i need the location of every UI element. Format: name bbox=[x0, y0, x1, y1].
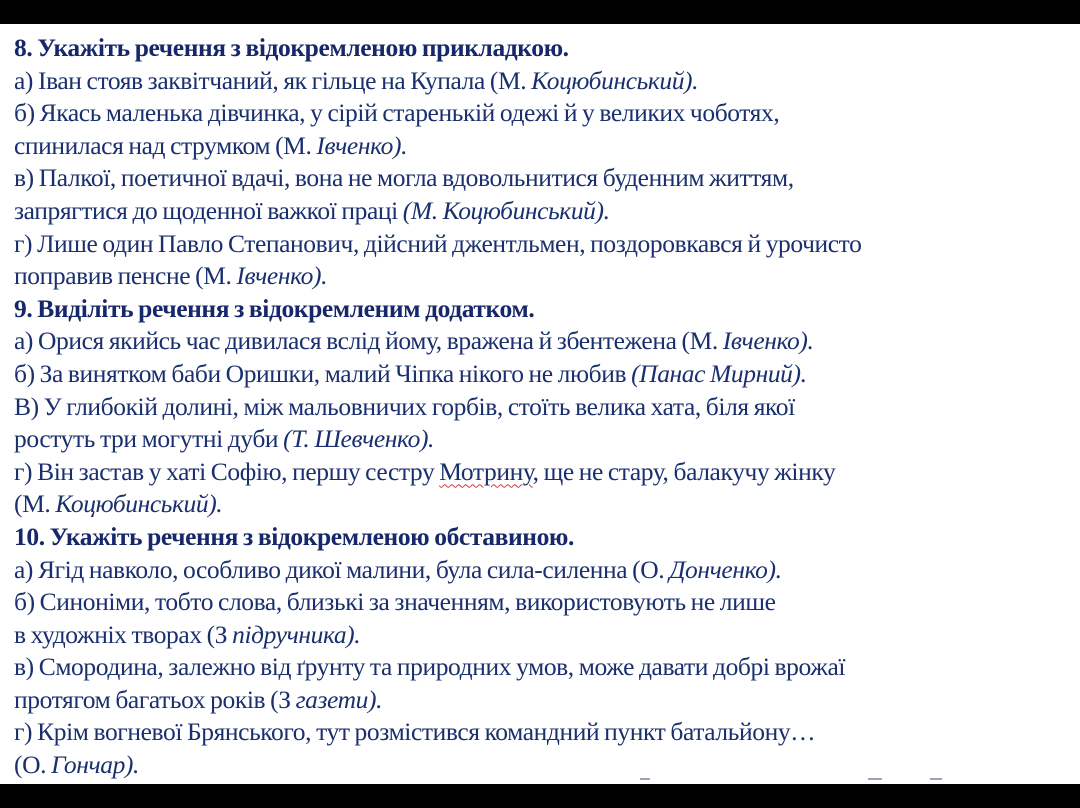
spellcheck-word[interactable]: Мотрину bbox=[439, 456, 533, 486]
question-10-option-d-line1: г) Крім вогневої Брянського, тут розмістився командний пункт батальйону… bbox=[14, 717, 816, 747]
author: Гончар). bbox=[51, 750, 139, 780]
option-text: запрягтися до щоденної важкої праці bbox=[14, 195, 403, 225]
question-10-option-b-line1: б) Синоніми, тобто слова, близькі за значенням, використовують не лише bbox=[14, 587, 776, 617]
author: Івченко). bbox=[316, 130, 408, 160]
option-text: г) Він застав у хаті Софію, першу сестру bbox=[14, 456, 440, 486]
question-8-option-c-line2 bbox=[14, 195, 1070, 228]
document-text bbox=[14, 32, 1070, 782]
option-text: (М. bbox=[14, 489, 56, 519]
question-9-option-b bbox=[14, 358, 1070, 391]
option-text: , ще не стару, балакучу жінку bbox=[532, 456, 836, 486]
question-8-option-d-line2 bbox=[14, 260, 1070, 293]
question-9-option-c-line1: В) У глибокій долині, між мальовничих горбів, стоїть велика хата, біля якої bbox=[14, 391, 795, 421]
option-text: спинилася над струмком (М. bbox=[14, 130, 317, 160]
question-10-option-b-line2 bbox=[14, 619, 1070, 652]
cropped-next-line bbox=[0, 778, 1080, 784]
author: Коцюбинський). bbox=[531, 65, 699, 95]
question-10-option-c-line1: в) Смородина, залежно від ґрунту та природних умов, може давати добрі врожаї bbox=[14, 652, 846, 682]
question-9-option-c-line2 bbox=[14, 423, 1070, 456]
option-text: а) Іван стояв заквітчаний, як гільце на Купала (М. bbox=[14, 65, 532, 95]
option-text: (О. bbox=[14, 750, 52, 780]
text-fragment bbox=[930, 778, 942, 780]
author: Івченко). bbox=[236, 261, 328, 291]
question-10-option-c-line2 bbox=[14, 684, 1070, 717]
option-text: б) За винятком баби Оришки, малий Чіпка нікого не любив bbox=[14, 358, 632, 388]
author: Коцюбинський). bbox=[55, 489, 223, 519]
question-9-title: 9. Виділіть речення з відокремленим додатком. bbox=[14, 293, 535, 323]
text-fragment bbox=[640, 778, 650, 780]
question-8-option-b-line2 bbox=[14, 130, 1070, 163]
document-page bbox=[0, 24, 1080, 784]
question-9-option-a bbox=[14, 325, 1070, 358]
option-text: в художніх творах (З bbox=[14, 619, 233, 649]
question-8-option-d-line1: г) Лише один Павло Степанович, дійсний джентльмен, поздоровкався й урочисто bbox=[14, 228, 862, 258]
author: газети). bbox=[295, 684, 383, 714]
question-10-option-a bbox=[14, 554, 1070, 587]
option-text: поправив пенсне (М. bbox=[14, 261, 237, 291]
author: (Т. Шевченко). bbox=[283, 424, 435, 454]
question-10-option-d-line2 bbox=[14, 749, 1070, 782]
option-text: протягом багатьох років (З bbox=[14, 684, 296, 714]
text-fragment bbox=[868, 778, 882, 780]
question-8-option-c-line1: в) Палкої, поетичної вдачі, вона не могла вдовольнитися буденним життям, bbox=[14, 163, 794, 193]
question-8-option-b-line1: б) Якась маленька дівчинка, у сірій старенькій одежі й у великих чоботях, bbox=[14, 98, 780, 128]
author: Донченко). bbox=[669, 554, 782, 584]
author: підручника). bbox=[232, 619, 361, 649]
question-8-option-a bbox=[14, 65, 1070, 98]
question-9-option-d-line1 bbox=[14, 456, 1070, 489]
option-text: а) Ягід навколо, особливо дикої малини, була сила-силенна (О. bbox=[14, 554, 670, 584]
question-8-title: 8. Укажіть речення з відокремленою прикладкою. bbox=[14, 33, 569, 62]
option-text: а) Орися якийсь час дивилася вслід йому, вражена й збентежена (М. bbox=[14, 326, 723, 356]
author: (М. Коцюбинський). bbox=[402, 195, 610, 225]
option-text: ростуть три могутні дуби bbox=[14, 424, 284, 454]
question-10-title: 10. Укажіть речення з відокремленою обставиною. bbox=[14, 521, 574, 551]
question-9-option-d-line2 bbox=[14, 488, 1070, 521]
author: (Панас Мирний). bbox=[631, 358, 807, 388]
author: Івченко). bbox=[722, 326, 814, 356]
